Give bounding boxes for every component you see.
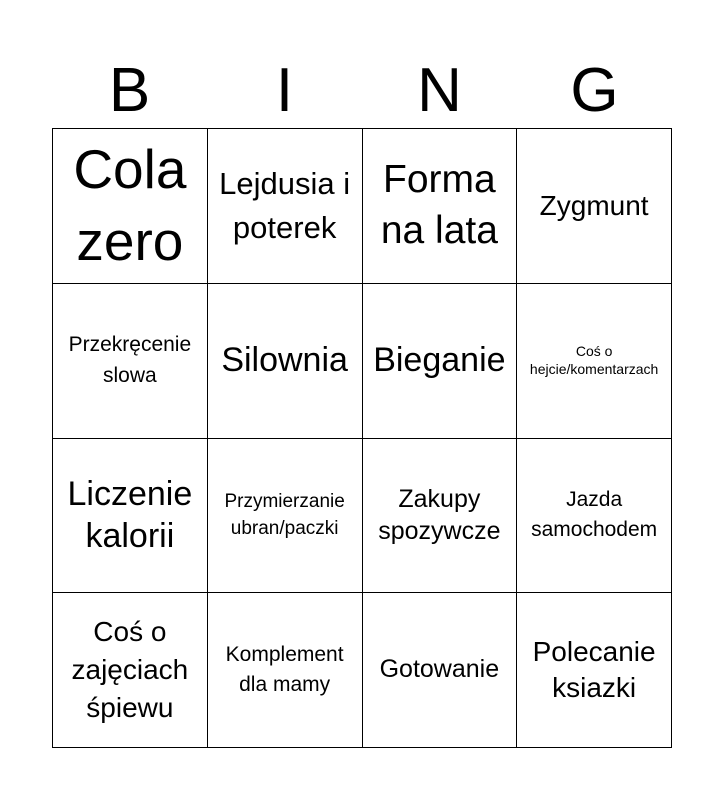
cell-text: Bieganie [373, 341, 506, 380]
bingo-cell[interactable] [363, 129, 518, 284]
cell-text: Jazda samochodem [531, 487, 658, 542]
cell-text: Coś o zajęciach śpiewu [71, 616, 189, 724]
cell-text: Lejdusia i poterek [219, 166, 351, 245]
header-letter-g: G [570, 56, 619, 125]
bingo-cell[interactable] [517, 284, 672, 439]
bingo-cell[interactable] [53, 593, 208, 748]
bingo-cell[interactable] [363, 284, 518, 439]
bingo-cell[interactable] [517, 129, 672, 284]
cell-text: Przekręcenie slowa [68, 333, 192, 387]
cell-text: Gotowanie [379, 655, 500, 684]
bingo-cell[interactable] [208, 129, 363, 284]
cell-text: Przymierzanie ubran/paczki [224, 490, 345, 540]
bingo-cell[interactable] [517, 593, 672, 748]
cell-text: Polecanie ksiazki [532, 635, 656, 704]
header-letter-n: N [417, 56, 462, 125]
bingo-cell[interactable] [53, 129, 208, 284]
cell-text: Cola zero [73, 138, 187, 272]
bingo-cell[interactable] [53, 439, 208, 594]
bingo-header [52, 56, 672, 126]
cell-text: Liczenie kalorii [67, 474, 193, 556]
cell-text: Zygmunt [539, 189, 649, 221]
bingo-board [52, 128, 672, 748]
header-letter-i: I [275, 56, 294, 125]
cell-text: Silownia [221, 341, 348, 380]
cell-text: Forma na lata [380, 158, 498, 252]
bingo-cell[interactable] [363, 439, 518, 594]
bingo-cell[interactable] [208, 593, 363, 748]
bingo-cell[interactable] [208, 284, 363, 439]
bingo-cell[interactable] [363, 593, 518, 748]
cell-text: Coś o hejcie/komentarzach [529, 343, 659, 377]
cell-text: Komplement dla mamy [225, 642, 344, 697]
bingo-cell[interactable] [208, 439, 363, 594]
header-letter-b: B [108, 56, 151, 125]
bingo-cell[interactable] [53, 284, 208, 439]
cell-text: Zakupy spozywcze [378, 484, 501, 546]
bingo-cell[interactable] [517, 439, 672, 594]
